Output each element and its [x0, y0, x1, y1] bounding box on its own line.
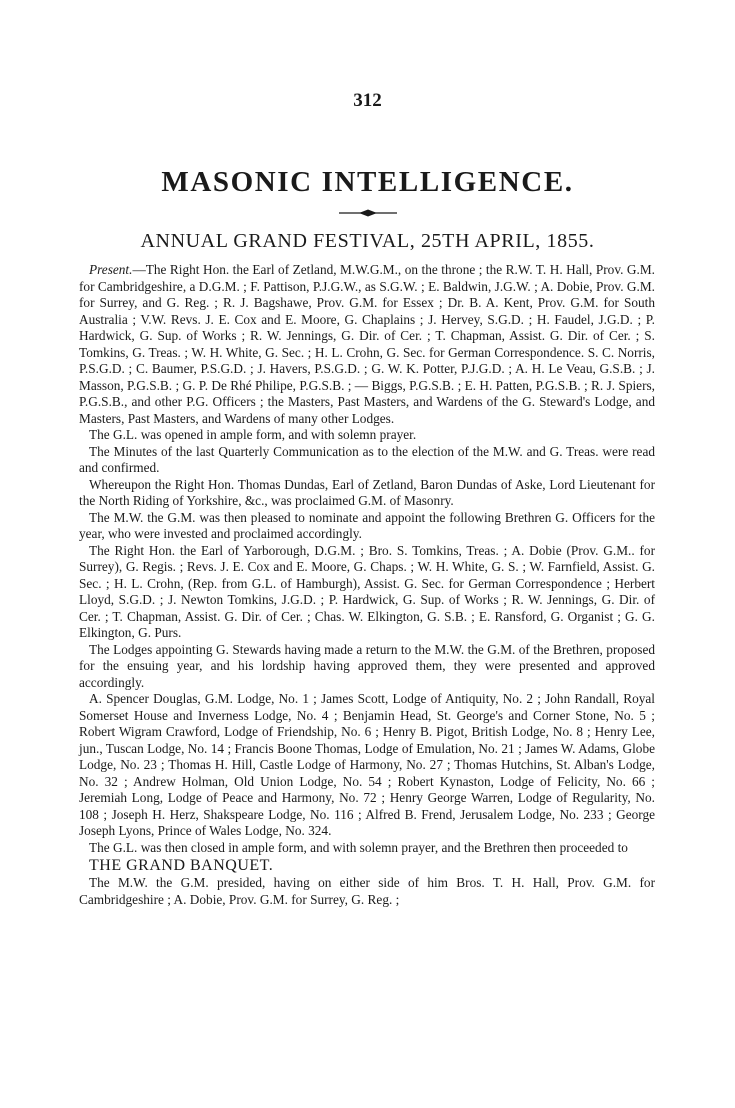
ornament-divider-icon — [339, 208, 397, 218]
page-number: 312 — [353, 90, 382, 111]
paragraph: A. Spencer Douglas, G.M. Lodge, No. 1 ; James Scott, Lodge of Antiquity, No. 2 ; John Randall, Royal Somerset House and Inverness Lodge, No. 4 ; Benjamin Head, St. George's and Corner Stone, No. 5 ; Robert Wigram Crawford, Lodge of Friendship, No. 6 ; Henry B. Pigot, British Lodge, No. 8 ; Henry Lee, jun., Tuscan Lodge, No. 14 ; Francis Boone Thomas, Lodge of Emulation, No. 21 ; James W. Adams, Globe Lodge, No. 23 ; Thomas H. Hill, Castle Lodge of Harmony, No. 27 ; Thomas Hutchins, St. Alban's Lodge, No. 32 ; Andrew Holman, Old Union Lodge, No. 54 ; Robert Kynaston, Lodge of Felicity, No. 66 ; Jeremiah Long, Lodge of Peace and Harmony, No. 72 ; Henry George Warren, Lodge of Regularity, No. 108 ; Joseph H. Herz, Shakspeare Lodge, No. 116 ; Alfred B. Frend, Jerusalem Lodge, No. 233 ; George Joseph Lyons, Prince of Wales Lodge, No. 324. — [79, 691, 655, 838]
paragraph: The G.L. was opened in ample form, and with solemn prayer. — [89, 427, 417, 442]
paragraph: The Lodges appointing G. Stewards having made a return to the M.W. the G.M. of the Brethren, proposed for the ensuing year, and his lordship having approved them, they were presented and approved accordingly. — [79, 641, 655, 690]
paragraph: The Minutes of the last Quarterly Communication as to the election of the M.W. and G. Treas. were read and confirmed. — [79, 443, 655, 475]
article-body — [79, 262, 655, 908]
paragraph-final: The M.W. the G.M. presided, having on either side of him Bros. T. H. Hall, Prov. G.M. for Cambridgeshire ; A. Dobie, Prov. G.M. for Surrey, G. Reg. ; — [79, 875, 655, 907]
paragraph: Whereupon the Right Hon. Thomas Dundas, Earl of Zetland, Baron Dundas of Aske, Lord Lieutenant for the North Riding of Yorkshire, &c., was proclaimed G.M. of Masonry. — [79, 476, 655, 508]
paragraph: The G.L. was then closed in ample form, and with solemn prayer, and the Brethren then proceeded to — [89, 839, 628, 855]
section-heading: THE GRAND BANQUET. — [89, 857, 274, 874]
paragraph-present — [79, 262, 655, 427]
page-title: MASONIC INTELLIGENCE. — [161, 166, 574, 198]
paragraph-text: —The Right Hon. the Earl of Zetland, M.W.G.M., on the throne ; the R.W. T. H. Hall, Prov. G.M. for Cambridgeshire, a D.G.M. ; F. Pattison, P.J.G.W., as S.G.W. ; E. Baldwin, J.G.W. ; A. Dobie, Prov. G.M. for Surrey, and G. Reg. ; R. J. Bagshawe, Prov. G.M. for Essex ; Dr. B. A. Kent, Prov. G.M. for South Australia ; V.W. Revs. J. E. Cox and E. Moore, G. Chaplains ; J. Hervey, S.G.D. ; H. Faudel, J.G.D. ; P. Hardwick, G. Sup. of Works ; R. W. Jennings, G. Dir. of Cer. ; T. Chapman, Assist. G. Dir. of Cer. ; S. Tomkins, G. Treas. ; W. H. White, G. Sec. ; H. L. Crohn, G. Sec. for German Correspondence. S. C. Norris, P.S.G.D. ; C. Baumer, P.S.G.D. ; J. Havers, P.S.G.D. ; G. W. K. Potter, P.J.G.D. ; A. H. Le Veau, G.S.B. ; J. Masson, P.G.S.B. ; G. P. De Rhé Philipe, P.G.S.B. ; — Biggs, P.G.S.B. ; E. H. Patten, P.G.S.B. ; R. J. Spiers, P.G.S.B., and other P.G. Officers ; the Masters, Past Masters, and Wardens of the G. Steward's Lodge, and Masters, Past Masters, and Wardens of many other Lodges. — [79, 262, 655, 426]
present-label: Present. — [89, 262, 133, 277]
paragraph: The Right Hon. the Earl of Yarborough, D.G.M. ; Bro. S. Tomkins, Treas. ; A. Dobie (Prov. G.M.. for Surrey), G. Regis. ; Revs. J. E. Cox and E. Moore, G. Chaps. ; W. H. White, G. S. ; W. Farnfield, Assist. G. Sec. ; H. L. Crohn, (Rep. from G.L. of Hamburgh), Assist. G. Sec. for German Correspondence ; Herbert Lloyd, S.G.D. ; J. Newton Tomkins, J.G.D. ; P. Hardwick, G. Sup. of Works ; R. W. Jennings, G. Dir. of Cer. ; T. Chapman, Assist. G. Dir. of Cer. ; Chas. W. Elkington, G. S.B. ; E. Ransford, G. Organist ; G. G. Elkington, G. Purs. — [79, 542, 655, 640]
article-subtitle: ANNUAL GRAND FESTIVAL, 25TH APRIL, 1855. — [140, 230, 595, 252]
paragraph: The M.W. the G.M. was then pleased to nominate and appoint the following Brethren G. Officers for the year, who were invested and proclaimed accordingly. — [79, 509, 655, 541]
